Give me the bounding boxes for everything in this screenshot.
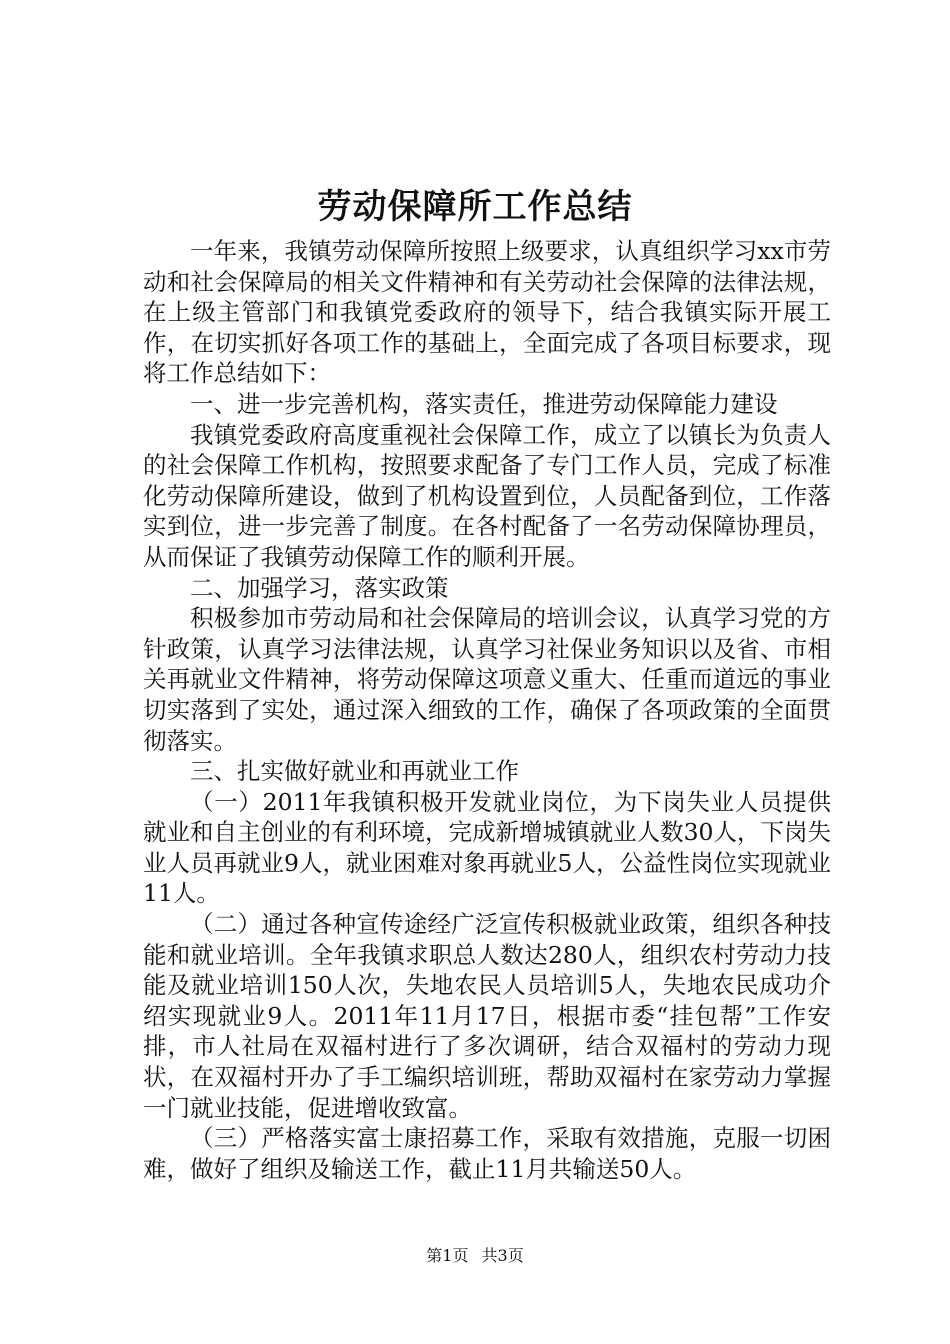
heading-section-1: 一、进一步完善机构，落实责任，推进劳动保障能力建设: [190, 389, 778, 418]
paragraph-section-1: 我镇党委政府高度重视社会保障工作，成立了以镇长为负责人的社会保障工作机构，按照要求配备了专门工作人员，完成了标准化劳动保障所建设，做到了机构设置到位，人员配备到位，工作落实到位，进一步完善了制度。在各村配备了一名劳动保障协理员，从而保证了我镇劳动保障工作的顺利开展。: [143, 420, 831, 571]
heading-section-2: 二、加强学习，落实政策: [190, 573, 449, 602]
page-number: 第1页: [426, 1246, 469, 1265]
heading-section-3: 三、扎实做好就业和再就业工作: [190, 757, 519, 786]
paragraph-section-3-item-2: （二）通过各种宣传途经广泛宣传积极就业政策，组织各种技能和就业培训。全年我镇求职总人数达280人，组织农村劳动力技能及就业培训150人次，失地农民人员培训5人，失地农民成功介绍实现就业9人。2011年11月17日，根据市委“挂包帮”工作安排，市人社局在双福村进行了多次调研，结合双福村的劳动力现状，在双福村开办了手工编织培训班，帮助双福村在家劳动力掌握一门就业技能，促进增收致富。: [143, 910, 831, 1122]
paragraph-section-2: 积极参加市劳动局和社会保障局的培训会议，认真学习党的方针政策，认真学习法律法规，认真学习社保业务知识以及省、市相关再就业文件精神，将劳动保障这项意义重大、任重而道远的事业切实落到了实处，通过深入细致的工作，确保了各项政策的全面贯彻落实。: [143, 604, 831, 755]
paragraph-intro: 一年来，我镇劳动保障所按照上级要求，认真组织学习xx市劳动和社会保障局的相关文件精神和有关劳动社会保障的法律法规，在上级主管部门和我镇党委政府的领导下，结合我镇实际开展工作，在切实抓好各项工作的基础上，全面完成了各项目标要求，现将工作总结如下：: [143, 237, 831, 388]
page-footer: [0, 1245, 950, 1267]
paragraph-section-3-item-3: （三）严格落实富士康招募工作，采取有效措施，克服一切困难，做好了组织及输送工作，截止11月共输送50人。: [143, 1124, 831, 1183]
document-body: [143, 236, 831, 1184]
paragraph-section-3-item-1: （一）2011年我镇积极开发就业岗位，为下岗失业人员提供就业和自主创业的有利环境，完成新增城镇就业人数30人，下岗失业人员再就业9人，就业困难对象再就业5人，公益性岗位实现就业11人。: [143, 787, 831, 908]
document-title: 劳动保障所工作总结: [317, 187, 633, 227]
page-total: 共3页: [481, 1246, 524, 1265]
